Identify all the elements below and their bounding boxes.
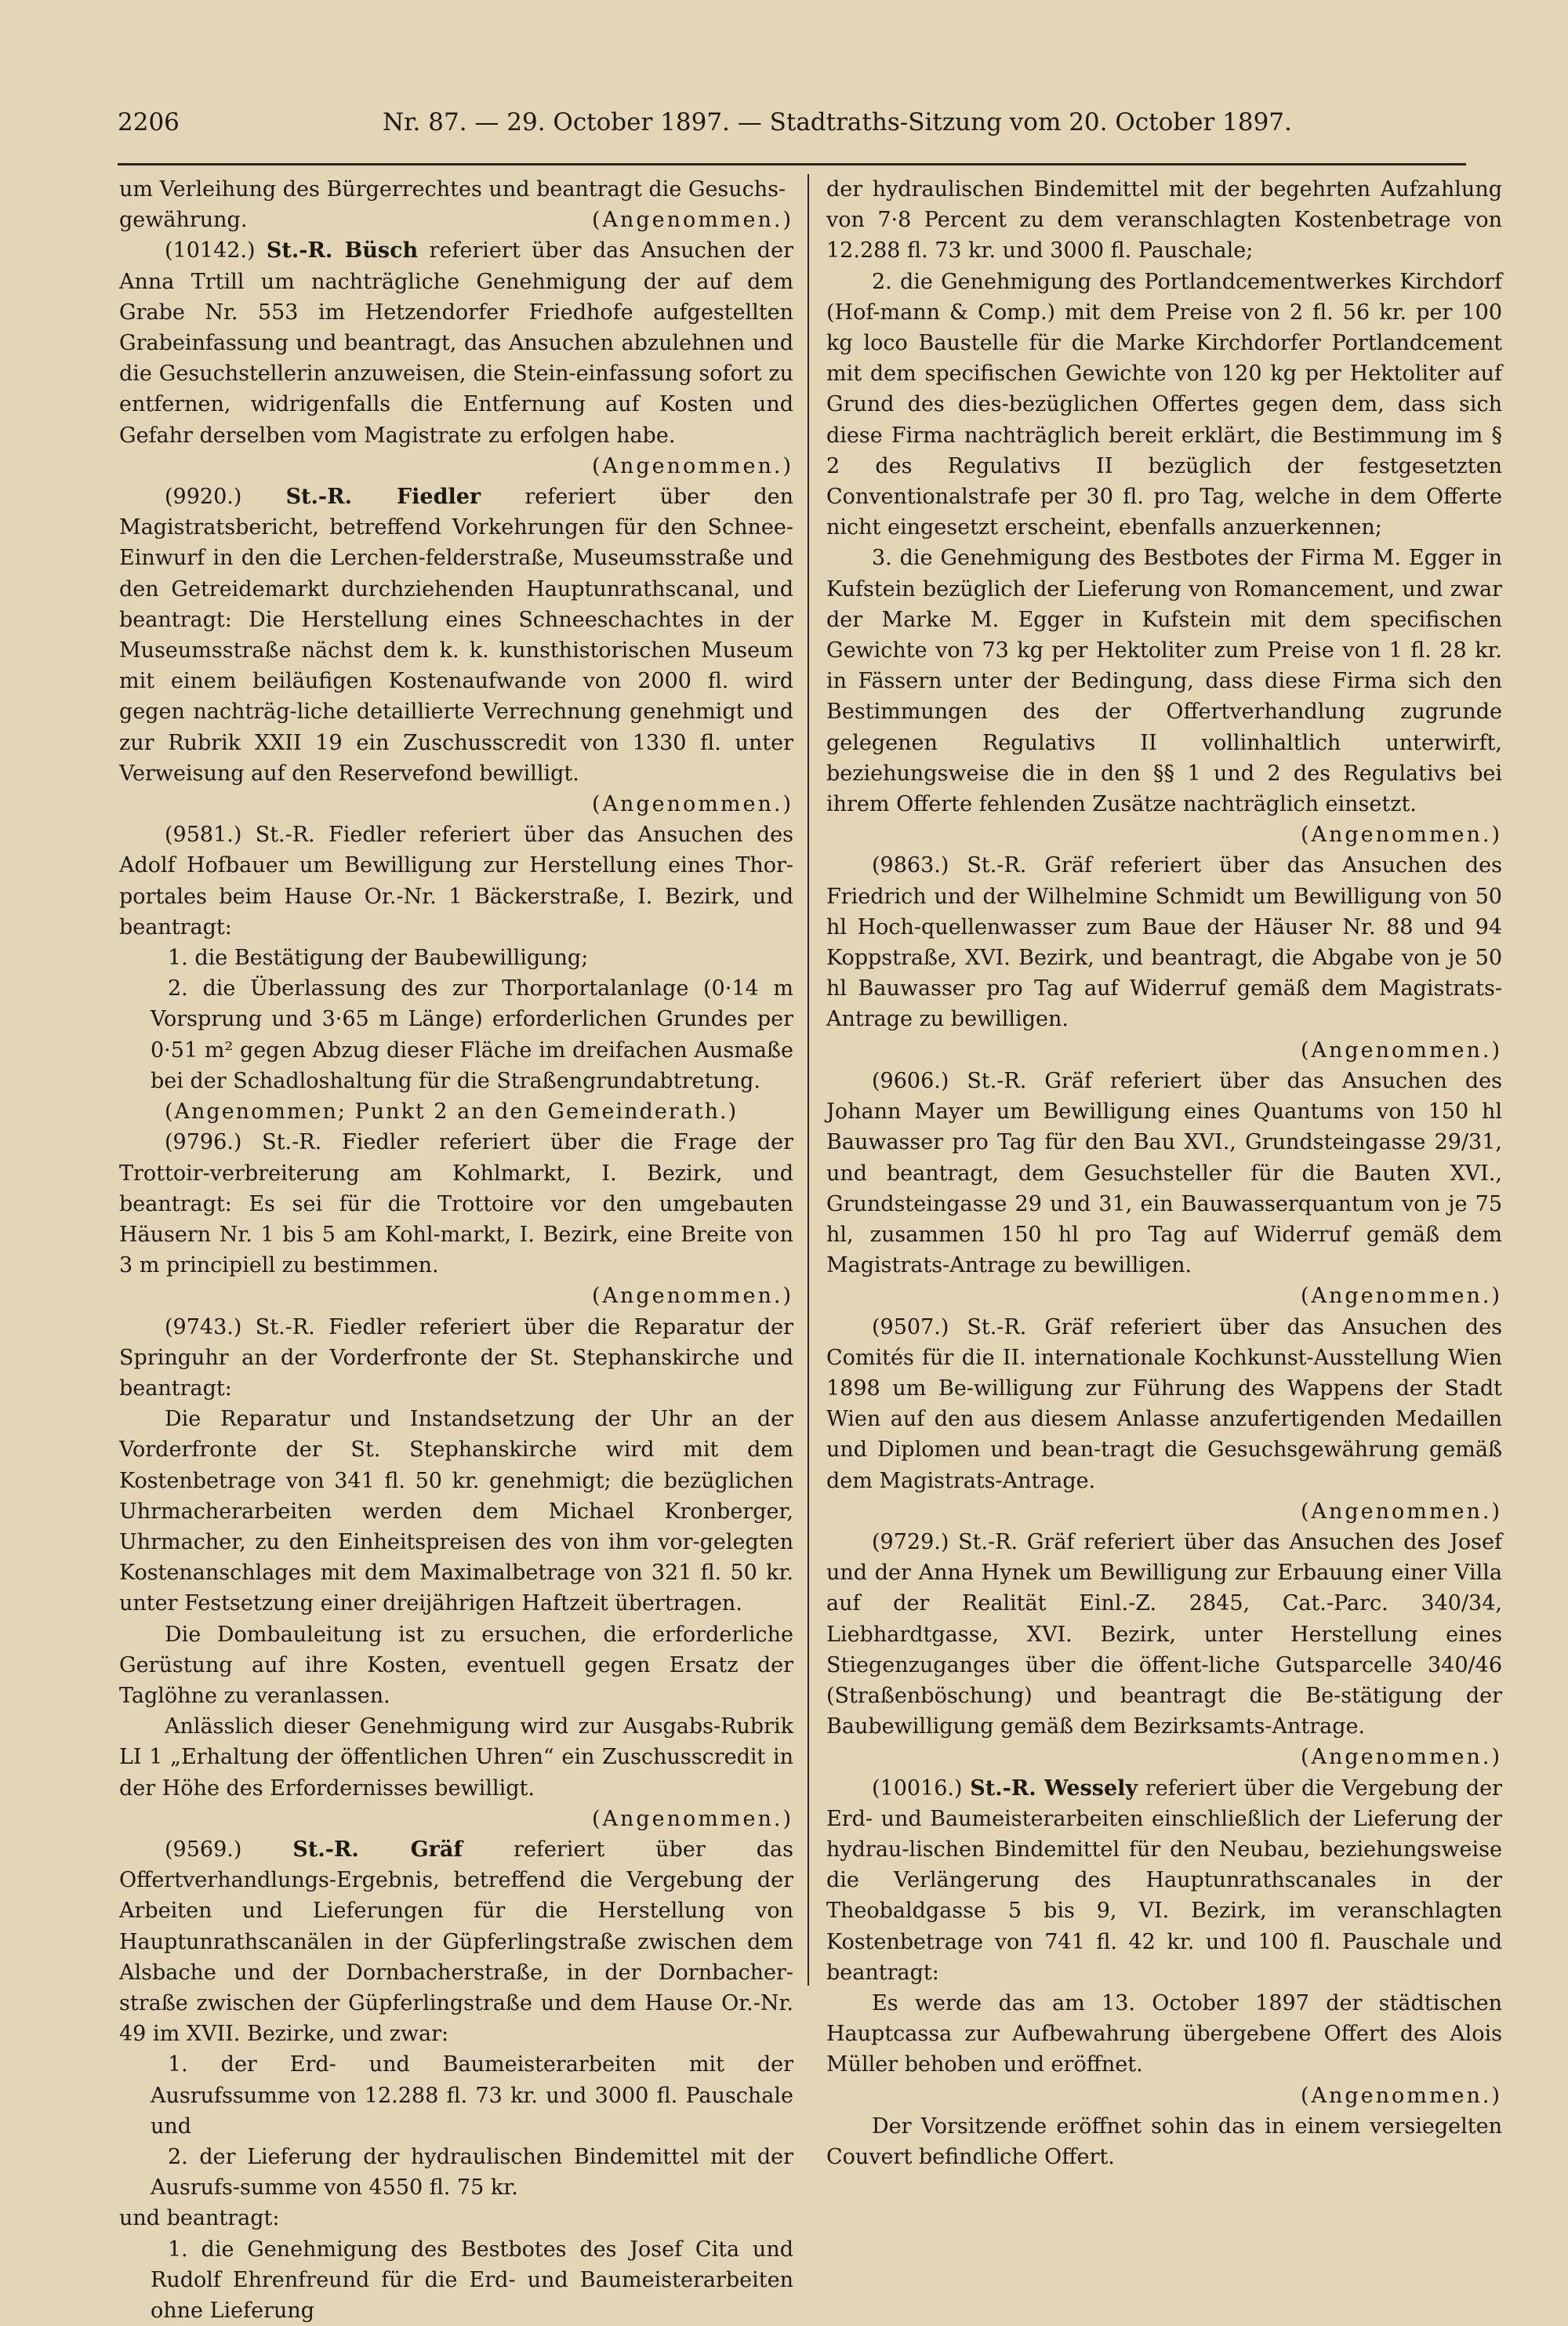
- right-column: [826, 174, 1502, 2172]
- speaker-name: St.-R. Wessely: [970, 1775, 1138, 1801]
- paragraph: (9920.) St.-R. Fiedler referiert über den Magistratsbericht, betreffend Vorkehrungen für den Schnee-Einwurf in den die Lerchen-felderstraße, Museumsstraße und den Getreidemarkt durchziehenden Hauptunrathscanal, und beantragt: Die Herstellung eines Schneeschachtes in der Museumsstraße nächst dem k. k. kunsthistorischen Museum mit einem beiläufigen Kostenaufwande von 2000 fl. wird gegen nachträg-liche detaillierte Verrechnung genehmigt und zur Rubrik XXII 19 ein Zuschusscredit von 1330 fl. unter Verweisung auf den Reservefond bewilligt.: [119, 485, 794, 786]
- paragraph: und beantragt:: [119, 2206, 280, 2231]
- paragraph: (10142.) St.-R. Büsch referiert über das Ansuchen der Anna Trtill um nachträgliche Genehmigung der auf dem Grabe Nr. 553 im Hetzendorfer Friedhofe aufgestellten Grabeinfassung und beantragt, das Ansuchen abzulehnen und die Gesuchstellerin anzuweisen, die Stein-einfassung sofort zu entfernen, widrigenfalls die Entfernung auf Kosten und Gefahr derselben vom Magistrate zu erfolgen habe.: [119, 238, 793, 448]
- column-divider: [808, 174, 809, 1986]
- annotation: (Angenommen.): [591, 792, 793, 817]
- list-item: 1. die Genehmigung des Bestbotes des Josef Cita und Rudolf Ehrenfreund für die Erd- und Baumeisterarbeiten ohne Lieferung: [151, 2237, 793, 2324]
- paragraph: (9581.) St.-R. Fiedler referiert über das Ansuchen des Adolf Hofbauer um Bewilligung zur Herstellung eines Thor-portales beim Hause Or.-Nr. 1 Bäckerstraße, I. Bezirk, und beantragt:: [119, 823, 793, 939]
- list-item: 3. die Genehmigung des Bestbotes der Firma M. Egger in Kufstein bezüglich der Lieferung von Romancement, und zwar der Marke M. Egger in Kufstein mit dem specifischen Gewichte von 73 kg per Hektoliter zum Preise von 1 fl. 28 kr. in Fässern unter der Bedingung, dass diese Firma sich den Bestimmungen des der Offertverhandlung zugrunde gelegenen Regulativs II vollinhaltlich unterwirft, beziehungsweise die in den §§ 1 und 2 des Regulativs bei ihrem Offerte fehlenden Zusätze nachträglich einsetzt.: [826, 546, 1502, 817]
- speaker-name: St.-R. Gräf: [292, 1837, 463, 1862]
- paragraph: (10016.) St.-R. Wessely referiert über die Vergebung der Erd- und Baumeisterarbeiten einschließlich der Lieferung der hydrau-lischen Bindemittel für den Neubau, beziehungsweise die Verlängerung des Hauptunrathscanales in der Theobaldgasse 5 bis 9, VI. Bezirk, im veranschlagten Kostenbetrage von 741 fl. 42 kr. und 100 fl. Pauschale und beantragt:: [826, 1775, 1502, 1985]
- list-item: 2. die Überlassung des zur Thorportalanlage (0·14 m Vorsprung und 3·65 m Länge) erforderlichen Grundes per 0·51 m² gegen Abzug dieser Fläche im dreifachen Ausmaße bei der Schadloshaltung für die Straßengrundabtretung.: [151, 976, 793, 1093]
- annotation: (Angenommen.): [1300, 1284, 1502, 1309]
- annotation: (Angenommen.): [1300, 2083, 1502, 2108]
- list-item: 1. der Erd- und Baumeisterarbeiten mit der Ausrufssumme von 12.288 fl. 73 kr. und 3000 fl. Pauschale und: [151, 2052, 793, 2139]
- annotation: (Angenommen.): [591, 453, 793, 478]
- annotation: (Angenommen.): [1300, 1745, 1502, 1770]
- paragraph: (9796.) St.-R. Fiedler referiert über die Frage der Trottoir-verbreiterung am Kohlmarkt, I. Bezirk, und beantragt: Es sei für die Trottoire vor den umgebauten Häusern Nr. 1 bis 5 am Kohl-markt, I. Bezirk, eine Breite von 3 m principiell zu bestimmen.: [119, 1130, 793, 1278]
- paragraph: der hydraulischen Bindemittel mit der begehrten Aufzahlung von 7·8 Percent zu dem veranschlagten Kostenbetrage von 12.288 fl. 73 kr. und 3000 fl. Pauschale;: [826, 177, 1502, 263]
- paragraph: Die Reparatur und Instandsetzung der Uhr an der Vorderfronte der St. Stephanskirche wird mit dem Kostenbetrage von 341 fl. 50 kr. genehmigt; die bezüglichen Uhrmacherarbeiten werden dem Michael Kronberger, Uhrmacher, zu den Einheitspreisen des von ihm vor-gelegten Kostenanschlages mit dem Maximalbetrage von 321 fl. 50 kr. unter Festsetzung einer dreijährigen Haftzeit übertragen.: [119, 1407, 793, 1616]
- annotation: (Angenommen.): [1300, 1038, 1502, 1063]
- page-header: [118, 108, 1466, 147]
- paragraph: (9569.) St.-R. Gräf referiert über das Offertverhandlungs-Ergebnis, betreffend die Vergebung der Arbeiten und Lieferungen für die Herstellung von Hauptunrathscanälen in der Güpferlingstraße zwischen dem Alsbache und der Dornbacherstraße, in der Dornbacher-straße zwischen der Güpferlingstraße und dem Hause Or.-Nr. 49 im XVII. Bezirke, und zwar:: [119, 1837, 793, 2047]
- paragraph: Es werde das am 13. October 1897 der städtischen Hauptcassa zur Aufbewahrung übergebene Offert des Alois Müller behoben und eröffnet.: [826, 1990, 1502, 2077]
- annotation: (Angenommen.): [1300, 823, 1502, 848]
- paragraph: Der Vorsitzende eröffnet sohin das in einem versiegelten Couvert befindliche Offert.: [826, 2113, 1502, 2169]
- paragraph: Anlässlich dieser Genehmigung wird zur Ausgabs-Rubrik LI 1 „Erhaltung der öffentlichen Uhren“ ein Zuschusscredit in der Höhe des Erfordernisses bewilligt.: [119, 1714, 793, 1801]
- paragraph: Die Dombauleitung ist zu ersuchen, die erforderliche Gerüstung auf ihre Kosten, eventuell gegen Ersatz der Taglöhne zu veranlassen.: [119, 1622, 793, 1708]
- paragraph: (9507.) St.-R. Gräf referiert über das Ansuchen des Comités für die II. internationale Kochkunst-Ausstellung Wien 1898 um Be-willigung zur Führung des Wappens der Stadt Wien auf den aus diesem Anlasse anzufertigenden Medaillen und Diplomen und bean-tragt die Gesuchsgewährung gemäß dem Magistrats-Antrage.: [826, 1314, 1502, 1493]
- paragraph: (9729.) St.-R. Gräf referiert über das Ansuchen des Josef und der Anna Hynek um Bewilligung zur Erbauung einer Villa auf der Realität Einl.-Z. 2845, Cat.-Parc. 340/34, Liebhardtgasse, XVI. Bezirk, unter Herstellung eines Stiegenzuganges über die öffent-liche Gutsparcelle 340/46 (Straßenböschung) und beantragt die Be-stätigung der Baubewilligung gemäß dem Bezirksamts-Antrage.: [826, 1529, 1502, 1739]
- header-rule: [118, 163, 1466, 165]
- paragraph: (9743.) St.-R. Fiedler referiert über die Reparatur der Springuhr an der Vorderfronte der St. Stephanskirche und beantragt:: [119, 1314, 793, 1401]
- annotation: (Angenommen.): [591, 1284, 793, 1309]
- annotation: (Angenommen.): [591, 208, 793, 233]
- speaker-name: St.-R. Büsch: [266, 238, 419, 263]
- paragraph: gewährung. (Angenommen.): [119, 205, 793, 235]
- running-title: Nr. 87. — 29. October 1897. — Stadtraths-Sitzung vom 20. October 1897.: [383, 108, 1292, 136]
- list-item: 1. die Bestätigung der Baubewilligung;: [168, 946, 589, 971]
- paragraph: (9606.) St.-R. Gräf referiert über das Ansuchen des Johann Mayer um Bewilligung eines Quantums von 150 hl Bauwasser pro Tag für den Bau XVI., Grundsteingasse 29/31, und beantragt, dem Gesuchsteller für die Bauten XVI., Grundsteingasse 29 und 31, ein Bauwasserquantum von je 75 hl, zusammen 150 hl pro Tag auf Widerruf gemäß dem Magistrats-Antrage zu bewilligen.: [826, 1068, 1502, 1278]
- left-column: [119, 174, 793, 2326]
- paragraph: um Verleihung des Bürgerrechtes und beantragt die Gesuchs-: [119, 177, 786, 202]
- annotation: (Angenommen.): [591, 1806, 793, 1831]
- paragraph: (9863.) St.-R. Gräf referiert über das Ansuchen des Friedrich und der Wilhelmine Schmidt um Bewilligung von 50 hl Hoch-quellenwasser zum Baue der Häuser Nr. 88 und 94 Koppstraße, XVI. Bezirk, und beantragt, die Abgabe von je 50 hl Bauwasser pro Tag auf Widerruf gemäß dem Magistrats-Antrage zu bewilligen.: [826, 853, 1502, 1032]
- speaker-name: St.-R. Fiedler: [285, 485, 481, 510]
- annotation: (Angenommen; Punkt 2 an den Gemeinderath.): [165, 1099, 739, 1125]
- annotation: (Angenommen.): [1300, 1499, 1502, 1524]
- list-item: 2. der Lieferung der hydraulischen Bindemittel mit der Ausrufs-summe von 4550 fl. 75 kr.: [151, 2145, 793, 2201]
- list-item: 2. die Genehmigung des Portlandcementwerkes Kirchdorf (Hof-mann & Comp.) mit dem Preise von 2 fl. 56 kr. per 100 kg loco Baustelle für die Marke Kirchdorfer Portlandcement mit dem specifischen Gewichte von 120 kg per Hektoliter auf Grund des dies-bezüglichen Offertes gegen dem, dass sich diese Firma nachträglich bereit erklärt, die Bestimmung im § 2 des Regulativs II bezüglich der festgesetzten Conventionalstrafe per 30 fl. pro Tag, welche in dem Offerte nicht eingesetzt erscheint, ebenfalls anzuerkennen;: [826, 269, 1502, 540]
- page-number: 2206: [118, 108, 180, 136]
